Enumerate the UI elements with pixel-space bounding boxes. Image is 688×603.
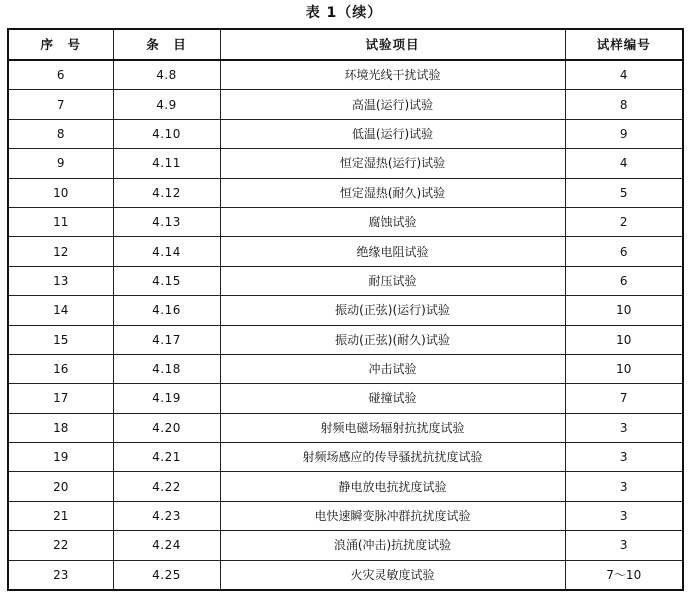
cell-no: 18 — [8, 413, 113, 442]
cell-sample-number: 4 — [565, 60, 683, 90]
cell-clause: 4.15 — [113, 266, 220, 295]
table-body — [8, 60, 683, 590]
header-clause: 条 目 — [113, 29, 220, 60]
cell-clause: 4.14 — [113, 237, 220, 266]
cell-sample-number: 3 — [565, 443, 683, 472]
cell-test-item: 环境光线干扰试验 — [220, 60, 565, 90]
cell-sample-number: 7 — [565, 384, 683, 413]
cell-clause: 4.11 — [113, 149, 220, 178]
table-row — [8, 90, 683, 119]
cell-clause: 4.13 — [113, 207, 220, 236]
cell-test-item: 振动(正弦)(耐久)试验 — [220, 325, 565, 354]
table-row — [8, 119, 683, 148]
cell-clause: 4.22 — [113, 472, 220, 501]
cell-clause: 4.21 — [113, 443, 220, 472]
table-caption: 表 1（续） — [305, 5, 383, 21]
cell-no: 22 — [8, 531, 113, 560]
table-row — [8, 501, 683, 530]
cell-clause: 4.23 — [113, 501, 220, 530]
table-row — [8, 60, 683, 90]
cell-clause: 4.19 — [113, 384, 220, 413]
cell-clause: 4.18 — [113, 354, 220, 383]
cell-no: 8 — [8, 119, 113, 148]
cell-test-item: 恒定湿热(耐久)试验 — [220, 178, 565, 207]
cell-sample-number: 3 — [565, 472, 683, 501]
header-test-item: 试验项目 — [220, 29, 565, 60]
cell-test-item: 耐压试验 — [220, 266, 565, 295]
cell-no: 21 — [8, 501, 113, 530]
cell-test-item: 振动(正弦)(运行)试验 — [220, 296, 565, 325]
table-row — [8, 413, 683, 442]
cell-test-item: 腐蚀试验 — [220, 207, 565, 236]
table-row — [8, 443, 683, 472]
table-row — [8, 178, 683, 207]
cell-clause: 4.25 — [113, 560, 220, 590]
cell-no: 12 — [8, 237, 113, 266]
cell-test-item: 低温(运行)试验 — [220, 119, 565, 148]
cell-no: 19 — [8, 443, 113, 472]
cell-sample-number: 6 — [565, 237, 683, 266]
table-row — [8, 266, 683, 295]
cell-test-item: 静电放电抗扰度试验 — [220, 472, 565, 501]
cell-clause: 4.20 — [113, 413, 220, 442]
table-row — [8, 237, 683, 266]
cell-sample-number: 3 — [565, 531, 683, 560]
test-items-table — [7, 28, 684, 591]
table-row — [8, 325, 683, 354]
cell-test-item: 射频电磁场辐射抗扰度试验 — [220, 413, 565, 442]
table-row — [8, 472, 683, 501]
cell-sample-number: 10 — [565, 296, 683, 325]
table-row — [8, 149, 683, 178]
cell-sample-number: 8 — [565, 90, 683, 119]
cell-test-item: 火灾灵敏度试验 — [220, 560, 565, 590]
table-row — [8, 384, 683, 413]
cell-clause: 4.17 — [113, 325, 220, 354]
cell-no: 14 — [8, 296, 113, 325]
cell-test-item: 绝缘电阻试验 — [220, 237, 565, 266]
table-row — [8, 207, 683, 236]
cell-clause: 4.10 — [113, 119, 220, 148]
cell-test-item: 恒定湿热(运行)试验 — [220, 149, 565, 178]
cell-clause: 4.12 — [113, 178, 220, 207]
cell-sample-number: 6 — [565, 266, 683, 295]
cell-no: 17 — [8, 384, 113, 413]
table-row — [8, 531, 683, 560]
cell-no: 10 — [8, 178, 113, 207]
cell-sample-number: 9 — [565, 119, 683, 148]
cell-sample-number: 5 — [565, 178, 683, 207]
cell-clause: 4.9 — [113, 90, 220, 119]
cell-sample-number: 7～10 — [565, 560, 683, 590]
cell-no: 11 — [8, 207, 113, 236]
cell-no: 20 — [8, 472, 113, 501]
table-row — [8, 296, 683, 325]
cell-sample-number: 10 — [565, 354, 683, 383]
cell-no: 16 — [8, 354, 113, 383]
cell-sample-number: 3 — [565, 413, 683, 442]
cell-no: 7 — [8, 90, 113, 119]
table-row — [8, 354, 683, 383]
cell-no: 13 — [8, 266, 113, 295]
cell-test-item: 高温(运行)试验 — [220, 90, 565, 119]
cell-no: 9 — [8, 149, 113, 178]
cell-no: 15 — [8, 325, 113, 354]
cell-clause: 4.8 — [113, 60, 220, 90]
cell-clause: 4.16 — [113, 296, 220, 325]
header-sample-number: 试样编号 — [565, 29, 683, 60]
cell-test-item: 碰撞试验 — [220, 384, 565, 413]
cell-test-item: 射频场感应的传导骚扰抗扰度试验 — [220, 443, 565, 472]
cell-test-item: 冲击试验 — [220, 354, 565, 383]
cell-no: 6 — [8, 60, 113, 90]
table-row — [8, 560, 683, 590]
cell-no: 23 — [8, 560, 113, 590]
cell-test-item: 电快速瞬变脉冲群抗扰度试验 — [220, 501, 565, 530]
cell-test-item: 浪涌(冲击)抗扰度试验 — [220, 531, 565, 560]
cell-sample-number: 3 — [565, 501, 683, 530]
cell-sample-number: 2 — [565, 207, 683, 236]
cell-clause: 4.24 — [113, 531, 220, 560]
header-no: 序 号 — [8, 29, 113, 60]
cell-sample-number: 4 — [565, 149, 683, 178]
cell-sample-number: 10 — [565, 325, 683, 354]
table-header-row — [8, 29, 683, 60]
